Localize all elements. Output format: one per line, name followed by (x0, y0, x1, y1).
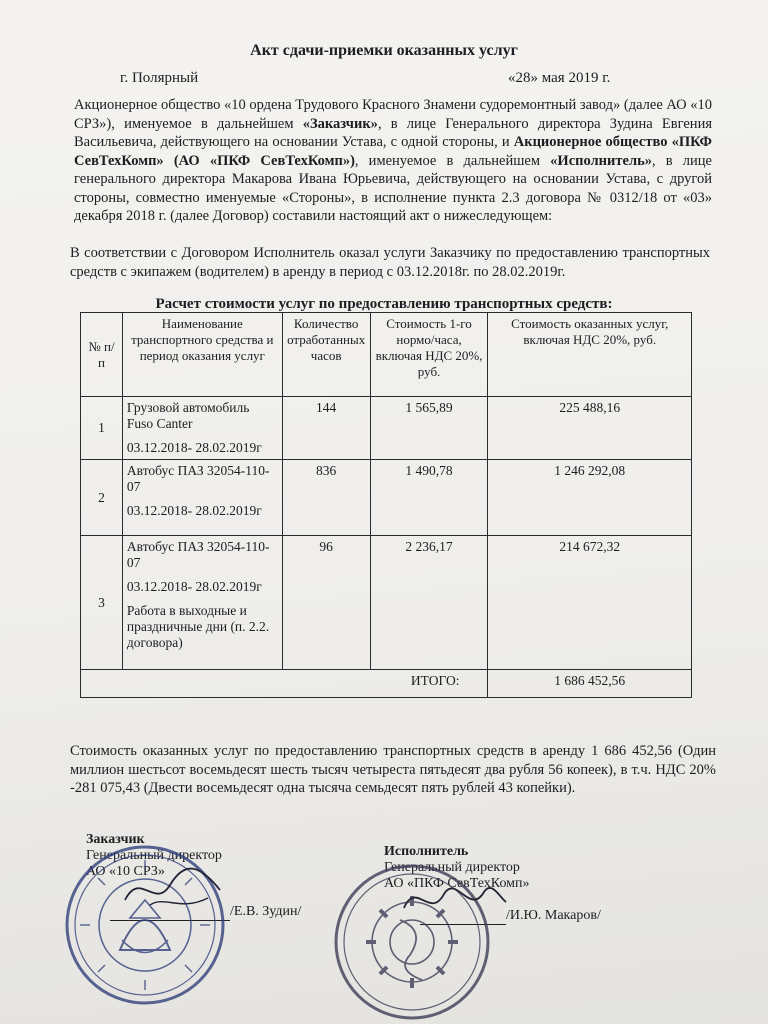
intro-part4: , в лице генерального директора Макарова Ивана Юрьевича, действующего на основании Устава, с другой стороны, совместно именуемые «Стороны», в исполнение пункта 2.3 договора № 0312/18 от «03» декабря 2018 г. (далее Договор) составили настоящий акт о нижеследующем: (74, 152, 712, 224)
contractor-role: Исполнитель (384, 844, 469, 859)
document-title: Акт сдачи-приемки оказанных услуг (250, 42, 518, 59)
document-city: г. Полярный (120, 70, 199, 86)
row-num: 3 (81, 536, 123, 670)
customer-name: /Е.В. Зудин/ (230, 904, 302, 919)
row-cost: 1 246 292,08 (488, 460, 692, 536)
header-num: № п/п (81, 313, 123, 397)
row-period: 03.12.2018- 28.02.2019г (126, 503, 262, 518)
contractor-term: «Исполнитель» (550, 152, 653, 169)
contractor-org: АО «ПКФ СевТехКомп» (384, 876, 530, 891)
row-description (122, 460, 282, 536)
total-label: ИТОГО: (81, 670, 488, 698)
contractor-name: Акционерное общество «ПКФ СевТехКомп» (АО «ПКФ СевТехКомп») (74, 134, 712, 169)
contractor-name: /И.Ю. Макаров/ (506, 908, 601, 923)
row-num: 2 (81, 460, 123, 536)
customer-position: Генеральный директор (86, 848, 222, 863)
services-table (80, 312, 692, 698)
service-paragraph: В соответствии с Договором Исполнитель оказал услуги Заказчику по предоставлению транспортных средств с экипажем (водителем) в аренду в период с 03.12.2018г. по 28.02.2019г. (70, 245, 710, 280)
row-period: 03.12.2018- 28.02.2019г (126, 579, 262, 594)
table-row (81, 536, 692, 670)
table-header-row (81, 313, 692, 397)
row-rate: 1 565,89 (370, 397, 488, 460)
customer-signature-icon (120, 860, 230, 920)
header-cost: Стоимость оказанных услуг, включая НДС 20%, руб. (488, 313, 692, 397)
row-vehicle: Автобус ПАЗ 32054-110-07 (126, 539, 270, 570)
row-num: 1 (81, 397, 123, 460)
total-value: 1 686 452,56 (488, 670, 692, 698)
row-cost: 214 672,32 (488, 536, 692, 670)
row-vehicle: Автобус ПАЗ 32054-110-07 (126, 463, 270, 494)
row-cost: 225 488,16 (488, 397, 692, 460)
table-row (81, 397, 692, 460)
row-hours: 144 (282, 397, 370, 460)
intro-part2: , в лице Генерального директора Зудина Евгения Васильевича, действующего на основании Устава, с одной стороны, и (74, 115, 712, 150)
header-rate: Стоимость 1-го нормо/часа, включая НДС 20%, руб. (370, 313, 488, 397)
intro-part3: , именуемое в дальнейшем (354, 152, 551, 169)
customer-role: Заказчик (86, 832, 145, 847)
row-note: Работа в выходные и праздничные дни (п. 2.2. договора) (126, 603, 270, 650)
header-name: Наименование транспортного средства и период оказания услуг (122, 313, 282, 397)
table-row (81, 460, 692, 536)
contractor-position: Генеральный директор (384, 860, 520, 875)
row-hours: 836 (282, 460, 370, 536)
summary-paragraph: Стоимость оказанных услуг по предоставлению транспортных средств в аренду 1 686 452,56 (Один миллион шестьсот восемьдесят шесть тысяч четыреста пятьдесят два рубля 56 копеек), в т.ч. НДС 20% -281 075,43 (Двести восемьдесят одна тысяча семьдесят пять рублей 43 копейки). (70, 743, 716, 796)
intro-paragraph (74, 96, 712, 226)
row-description (122, 397, 282, 460)
table-title: Расчет стоимости услуг по предоставлению транспортных средств: (155, 296, 613, 312)
row-vehicle: Грузовой автомобиль Fuso Canter (126, 400, 250, 431)
table-total-row (81, 670, 692, 698)
header-hours: Количество отработанных часов (282, 313, 370, 397)
row-rate: 1 490,78 (370, 460, 488, 536)
row-hours: 96 (282, 536, 370, 670)
row-rate: 2 236,17 (370, 536, 488, 670)
row-description (122, 536, 282, 670)
row-period: 03.12.2018- 28.02.2019г (126, 440, 262, 455)
customer-org: АО «10 СРЗ» (86, 864, 165, 879)
document-date: «28» мая 2019 г. (508, 70, 611, 86)
contractor-signature-icon (400, 872, 510, 928)
customer-term: «Заказчик» (302, 115, 378, 132)
intro-part1: Акционерное общество «10 ордена Трудового Красного Знамени судоремонтный завод» (далее АО «10 СРЗ»), именуемое в дальнейшем (74, 97, 712, 132)
